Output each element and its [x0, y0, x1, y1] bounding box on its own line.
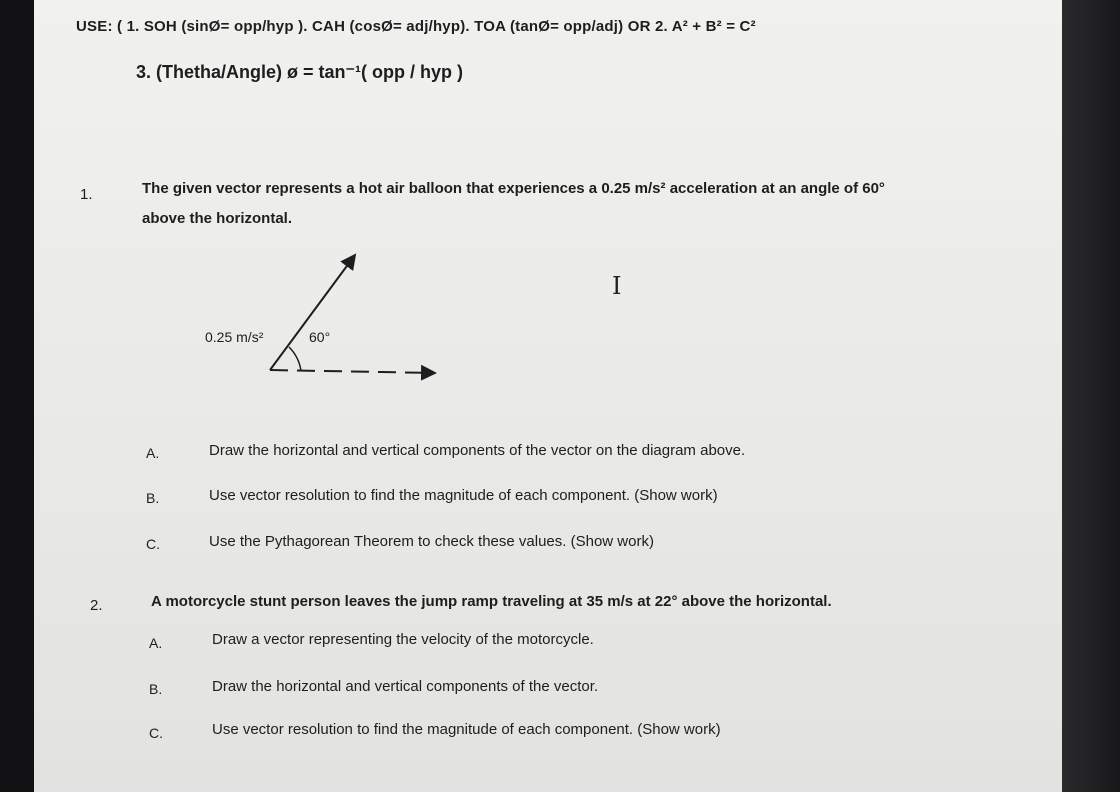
magnitude-label: 0.25 m/s²	[205, 329, 264, 345]
q2-part-b-text: Draw the horizontal and vertical components of the vector.	[212, 678, 599, 695]
document-page	[34, 0, 1062, 792]
q2-part-c-letter: C.	[149, 725, 163, 741]
q1-part-a-text: Draw the horizontal and vertical components of the vector on the diagram above.	[209, 442, 746, 459]
q2-part-a-text: Draw a vector representing the velocity of the motorcycle.	[212, 631, 594, 648]
q2-part-c-text: Use vector resolution to find the magnitude of each component. (Show work)	[212, 721, 721, 738]
q1-part-a-letter: A.	[146, 445, 160, 461]
angle-arc	[289, 347, 301, 371]
q2-part-b-letter: B.	[149, 681, 163, 697]
q1-part-b-text: Use vector resolution to find the magnitude of each component. (Show work)	[209, 487, 718, 504]
question-1-text-line2: above the horizontal.	[142, 210, 293, 227]
screen-bezel-left	[0, 0, 34, 792]
q1-part-c-text: Use the Pythagorean Theorem to check these values. (Show work)	[209, 533, 654, 550]
inverse-tangent-formula: 3. (Thetha/Angle) ø = tan⁻¹( opp / hyp )	[136, 62, 463, 82]
q2-part-a-letter: A.	[149, 635, 163, 651]
angle-label: 60°	[309, 329, 331, 345]
formula-list-line: USE: ( 1. SOH (sinØ= opp/hyp ). CAH (cosØ= adj/hyp). TOA (tanØ= opp/adj) OR 2. A² + B² = C²	[76, 18, 756, 35]
q1-part-b-letter: B.	[146, 490, 160, 506]
question-1-text-line1: The given vector represents a hot air balloon that experiences a 0.25 m/s² acceleration at an angle of 60°	[142, 180, 885, 197]
question-2-number: 2.	[90, 597, 103, 614]
question-1-number: 1.	[80, 186, 93, 203]
text-cursor-icon: I	[612, 272, 622, 300]
resultant-vector-arrow	[270, 255, 355, 370]
q1-part-c-letter: C.	[146, 536, 160, 552]
question-2-text: A motorcycle stunt person leaves the jump ramp traveling at 35 m/s at 22° above the horizontal.	[151, 593, 832, 610]
screen-bezel-right	[1062, 0, 1120, 792]
horizontal-reference-line	[270, 370, 435, 373]
vector-diagram	[195, 245, 455, 385]
